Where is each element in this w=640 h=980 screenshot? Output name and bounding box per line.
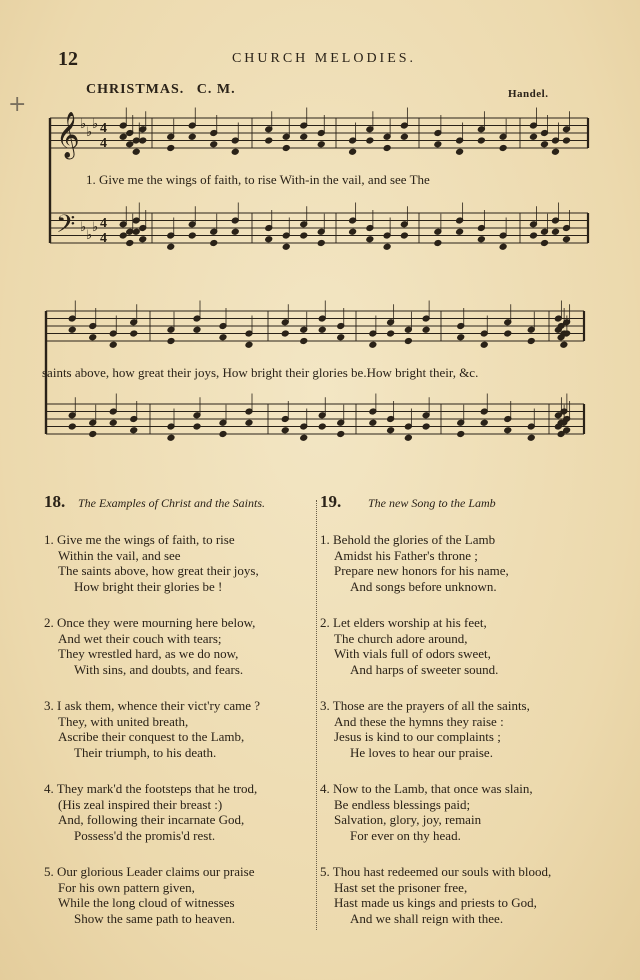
treble-clef: 𝄞	[56, 112, 80, 158]
stanza-line: With vials full of odors sweet,	[334, 646, 491, 661]
note-head	[300, 232, 308, 239]
note-head	[563, 427, 571, 434]
note-head	[349, 228, 357, 235]
stanza-line: Show the same path to heaven.	[74, 910, 236, 926]
note-head	[231, 148, 239, 155]
note-head	[282, 145, 290, 152]
stanza-line: And these the hymns they raise :	[334, 713, 504, 729]
stanza	[44, 781, 257, 843]
stanza-line: Be endless blessings paid;	[334, 796, 471, 812]
note-head	[337, 431, 345, 438]
stanza-line: Amidst his Father's throne ;	[334, 547, 478, 563]
lyrics-line-2: saints above, how great their joys, How bright their glories be.How bright their, &c.	[42, 365, 479, 380]
flat-sign: ♭	[92, 116, 99, 131]
note-head	[167, 243, 175, 250]
note-head	[210, 141, 218, 148]
stanza-line: Ascribe their conquest to the Lamb,	[58, 729, 245, 744]
note-head	[552, 148, 560, 155]
note-head	[480, 341, 488, 348]
stanza-line: And wet their couch with tears;	[58, 630, 222, 646]
note-head	[422, 326, 430, 333]
note-head	[68, 326, 76, 333]
note-head	[89, 334, 97, 341]
stanza-line: 3. Those are the prayers of all the saints,	[320, 698, 530, 713]
hymn-texts	[0, 492, 640, 942]
stanza-line: Hast set the prisoner free,	[334, 879, 468, 895]
note-head	[404, 338, 412, 345]
flat-sign: ♭	[92, 219, 99, 234]
note-head	[126, 141, 134, 148]
stanza-line: And songs before unknown.	[350, 578, 497, 594]
note-head	[282, 243, 290, 250]
bass-clef: 𝄢	[56, 210, 76, 245]
note-head	[193, 326, 201, 333]
hymn-title: The Examples of Christ and the Saints.	[78, 496, 265, 510]
margin-pencil-mark: +	[8, 92, 27, 117]
stanza-line: They wrestled hard, as we do now,	[58, 646, 239, 661]
flat-sign: ♭	[80, 116, 87, 131]
page-number: 12	[58, 48, 78, 70]
note-head	[383, 145, 391, 152]
note-head	[317, 141, 325, 148]
stanza	[44, 532, 259, 594]
note-head	[387, 330, 395, 337]
stanza-line: (His zeal inspired their breast :)	[58, 796, 223, 812]
stanza-line: He loves to hear our praise.	[350, 744, 493, 760]
note-head	[499, 145, 507, 152]
stanza	[320, 698, 530, 760]
stanza-line: And harps of sweeter sound.	[350, 661, 499, 677]
stanza-line: Within the vail, and see	[58, 547, 181, 563]
note-head	[265, 236, 273, 243]
stanza-line: 1. Behold the glories of the Lamb	[320, 532, 496, 547]
note-head	[404, 434, 412, 441]
note-head	[369, 341, 377, 348]
note-head	[139, 137, 147, 144]
composer: Handel.	[508, 88, 549, 100]
note-head	[167, 338, 175, 345]
note-head	[434, 141, 442, 148]
note-head	[456, 228, 464, 235]
hymn-heading	[44, 492, 310, 516]
time-signature: 4	[100, 231, 107, 246]
note-head	[300, 133, 308, 140]
note-head	[130, 330, 138, 337]
stanza-line: 5. Thou hast redeemed our souls with blood,	[320, 864, 552, 879]
note-head	[366, 236, 374, 243]
note-head	[188, 133, 196, 140]
note-head	[210, 240, 218, 247]
hymn-number: 19.	[320, 492, 342, 511]
music-score	[0, 0, 640, 480]
note-head	[530, 232, 538, 239]
hymn-18	[44, 492, 310, 926]
stanza-line: Their triumph, to his death.	[74, 744, 217, 760]
stanza-line: 4. They mark'd the footsteps that he trod,	[44, 781, 258, 796]
stanza-line: How bright their glories be !	[74, 578, 223, 594]
stanza	[44, 615, 255, 677]
stanza-line: And we shall reign with thee.	[350, 910, 504, 926]
note-head	[139, 236, 147, 243]
lyrics-line-1: 1. Give me the wings of faith, to rise With-in the vail, and see The	[86, 172, 430, 187]
note-head	[337, 334, 345, 341]
note-head	[318, 326, 326, 333]
tune-name: CHRISTMAS.	[86, 82, 185, 97]
stanza-line: 4. Now to the Lamb, that once was slain,	[320, 781, 533, 796]
note-head	[281, 427, 289, 434]
note-head	[477, 236, 485, 243]
stanza-line: 1. Give me the wings of faith, to rise	[44, 532, 235, 547]
flat-sign: ♭	[86, 124, 93, 139]
note-head	[265, 137, 273, 144]
note-head	[231, 228, 239, 235]
note-head	[400, 232, 408, 239]
note-head	[193, 423, 201, 430]
note-head	[552, 228, 560, 235]
running-title: CHURCH MELODIES.	[231, 51, 417, 66]
hymn-heading	[320, 492, 610, 516]
note-head	[167, 145, 175, 152]
note-head	[560, 341, 568, 348]
tune-meter: C. M.	[196, 82, 236, 97]
note-head	[383, 243, 391, 250]
note-head	[245, 341, 253, 348]
stanza-line: 3. I ask them, whence their vict'ry came ?	[44, 698, 261, 713]
stanza-line: The church adore around,	[334, 630, 468, 646]
stanza-line: Prepare new honors for his name,	[334, 563, 509, 578]
note-head	[480, 419, 488, 426]
flat-sign: ♭	[80, 219, 87, 234]
note-head	[457, 334, 465, 341]
note-head	[68, 423, 76, 430]
stanza-line: For ever on thy head.	[350, 827, 461, 843]
stanza	[320, 781, 533, 843]
note-head	[119, 133, 127, 140]
note-head	[369, 419, 377, 426]
note-head	[126, 240, 134, 247]
note-head	[109, 341, 117, 348]
note-head	[300, 434, 308, 441]
note-head	[300, 338, 308, 345]
hymn-19	[320, 492, 610, 926]
note-head	[132, 228, 140, 235]
note-head	[504, 330, 512, 337]
note-head	[541, 141, 549, 148]
note-head	[563, 236, 571, 243]
time-signature: 4	[100, 121, 107, 136]
note-head	[530, 133, 538, 140]
hymn-number: 18.	[44, 492, 66, 511]
note-head	[349, 148, 357, 155]
stanza-line: While the long cloud of witnesses	[58, 895, 235, 910]
note-head	[400, 133, 408, 140]
stanza	[44, 698, 260, 760]
note-head	[434, 240, 442, 247]
note-head	[281, 330, 289, 337]
note-head	[457, 431, 465, 438]
note-head	[563, 137, 571, 144]
note-head	[318, 423, 326, 430]
note-head	[130, 427, 138, 434]
stanza-line: And, following their incarnate God,	[58, 812, 245, 827]
stanza-line: The saints above, how great their joys,	[58, 563, 259, 578]
note-head	[219, 431, 227, 438]
stanza	[320, 864, 551, 926]
note-head	[504, 427, 512, 434]
note-head	[109, 419, 117, 426]
flat-sign: ♭	[86, 227, 93, 242]
note-head	[527, 338, 535, 345]
note-head	[456, 148, 464, 155]
note-head	[89, 431, 97, 438]
note-head	[219, 334, 227, 341]
note-head	[132, 148, 140, 155]
note-head	[188, 232, 196, 239]
stanza-line: With sins, and doubts, and fears.	[74, 661, 244, 677]
stanza-line: For his own pattern given,	[58, 879, 195, 895]
note-head	[366, 137, 374, 144]
stanza-line: 5. Our glorious Leader claims our praise	[44, 864, 255, 879]
stanza	[44, 864, 254, 926]
note-head	[167, 434, 175, 441]
note-head	[527, 434, 535, 441]
stanza-line: Hast made us kings and priests to God,	[334, 895, 537, 910]
time-signature: 4	[100, 216, 107, 231]
stanza	[320, 532, 509, 594]
note-head	[499, 243, 507, 250]
note-head	[541, 240, 549, 247]
note-head	[317, 240, 325, 247]
stanza-line: Jesus is kind to our complaints ;	[334, 729, 501, 744]
stanza-line: They, with united breath,	[58, 713, 189, 729]
hymn-title: The new Song to the Lamb	[368, 496, 496, 510]
note-head	[477, 137, 485, 144]
stanza-line: 2. Once they were mourning here below,	[44, 615, 256, 630]
note-head	[422, 423, 430, 430]
stanza-line: Salvation, glory, joy, remain	[334, 812, 482, 827]
stanza-line: Possess'd the promis'd rest.	[74, 827, 216, 843]
stanza-line: 2. Let elders worship at his feet,	[320, 615, 487, 630]
time-signature: 4	[100, 136, 107, 151]
note-head	[119, 232, 127, 239]
note-head	[387, 427, 395, 434]
stanza	[320, 615, 498, 677]
note-head	[245, 419, 253, 426]
